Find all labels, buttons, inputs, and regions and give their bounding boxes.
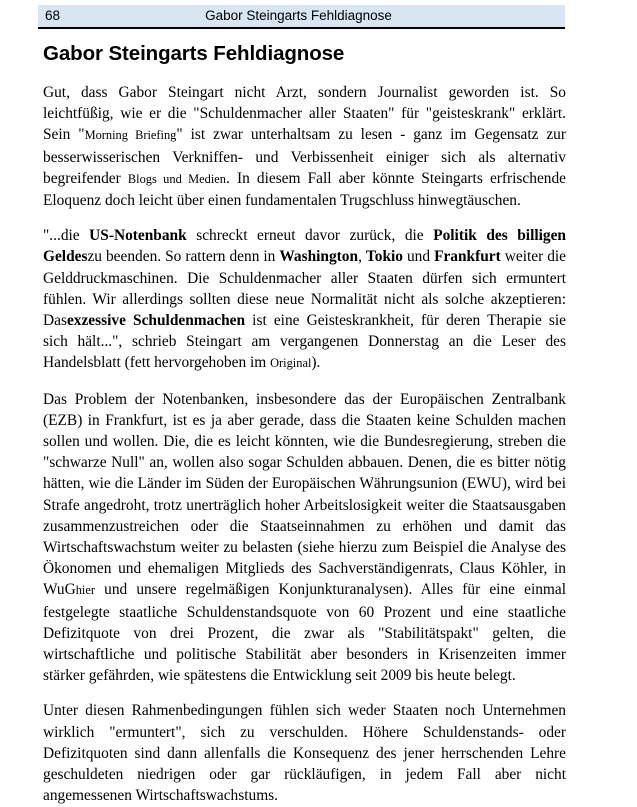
emphasis-bold: Washington (279, 248, 359, 266)
inline-small-text: hier (75, 583, 95, 598)
emphasis-bold: US-Notenbank (89, 227, 187, 245)
inline-small-text: Original (270, 356, 312, 371)
paragraph-3 (43, 389, 566, 687)
text-run: ist eine Geisteskrankheit, für deren Therapie sie sich hält...", schrieb Steingart am vergangenen Donnerstag an die Leser des Handelsblatt (fett hervorgehoben im (43, 312, 566, 372)
text-run: schreckt erneut davor zurück, die (186, 227, 434, 245)
inline-small-text: Blogs und Medien (127, 171, 226, 186)
page-running-header (38, 5, 565, 29)
text-run: Das Problem der Notenbanken, insbesondere das der Europäischen Zentralbank (EZB) in Frankfurt, ist es ja aber gerade, dass die Staaten keine Schulden machen sollen und wollen. Die, die es leicht könnten, wie die Bundesregierung, streben die "schwarze Null" an, wollen also sogar Schulden abbauen. Denen, die es bitter nötig hätten, wie die Länder im Süden der Europäischen Währungsunion (EWU), wird bei Strafe angedroht, trotz unerträglich hoher Arbeitslosigkeit weiter die Staatsausgaben zusammenzustreichen oder die Staatseinnahmen zu erhöhen und damit das Wirtschaftswachstum weiter zu belasten (siehe hierzu zum Beispiel die Analyse des Ökonomen und ehemaligen Mitglieds des Sachverständigenrats, Claus Köhler, in WuG (43, 390, 566, 599)
page-header-inner (38, 5, 565, 27)
inline-small-text: Morning Briefing (84, 128, 177, 143)
emphasis-bold: exzessive Schuldenmachen (66, 312, 246, 330)
text-run: zu beenden. So rattern denn in (87, 248, 280, 266)
text-run: . In diesem Fall aber könnte Steingarts erfrischende Eloquenz doch leicht über einen fundamentalen Trugschluss hinwegtäuschen. (43, 169, 566, 210)
page-title: Gabor Steingarts Fehldiagnose (43, 42, 345, 65)
text-run: " ist zwar unterhaltsam zu lesen - ganz im Gegensatz zur besserwisserischen Verkniffen- und Verbissenheit einiger sich als alternativ begreifender (43, 126, 566, 187)
paragraph-4 (43, 700, 566, 806)
text-run: ). (311, 354, 321, 372)
page-number: 68 (45, 8, 61, 23)
document-body (43, 42, 566, 807)
text-run: "...die (43, 227, 90, 245)
emphasis-bold: Politik des billigen Geldes (43, 227, 566, 266)
text-run: , (358, 248, 366, 266)
text-run: Unter diesen Rahmenbedingungen fühlen sich weder Staaten noch Unternehmen wirklich "ermuntert", sich zu verschulden. Höhere Schuldenstands- oder Defizitquoten sind dann allenfalls die Konsequenz des jener herrschenden Lehre geschuldeten niedrigen oder gar rückläufigen, in jedem Fall aber nicht angemessenen Wirtschaftswachstums. (43, 702, 566, 805)
paragraph-1 (43, 82, 566, 211)
emphasis-bold: Tokio (365, 248, 403, 266)
text-run: und unsere regelmäßigen Konjunkturanalysen). Alles für eine einmal festgelegte staatliche Schuldenstandsquote von 60 Prozent und eine staatliche Defizitquote von drei Prozent, die zwar als "Stabilitätspakt" gelten, die wirtschaftliche und politische Stabilität aber besonders in Krisenzeiten immer stärker gefährden, wie spätestens die Entwicklung seit 2009 bis heute belegt. (43, 581, 566, 685)
text-run: weiter die Gelddruckmaschinen. Die Schuldenmacher aller Staaten dürfen sich ermuntert fühlen. Wir allerdings sollten diese neue Normalität nicht als solche akzeptieren: Das (43, 248, 567, 330)
emphasis-bold: Frankfurt (434, 248, 501, 266)
text-run: Gut, dass Gabor Steingart nicht Arzt, sondern Journalist geworden ist. So leichtfüßig, wie er die "Schuldenmacher aller Staaten" für "geisteskrank" erklärt. Sein " (43, 84, 566, 144)
paragraph-2 (43, 225, 566, 374)
running-title: Gabor Steingarts Fehldiagnose (205, 8, 392, 23)
text-run: und (402, 248, 435, 266)
